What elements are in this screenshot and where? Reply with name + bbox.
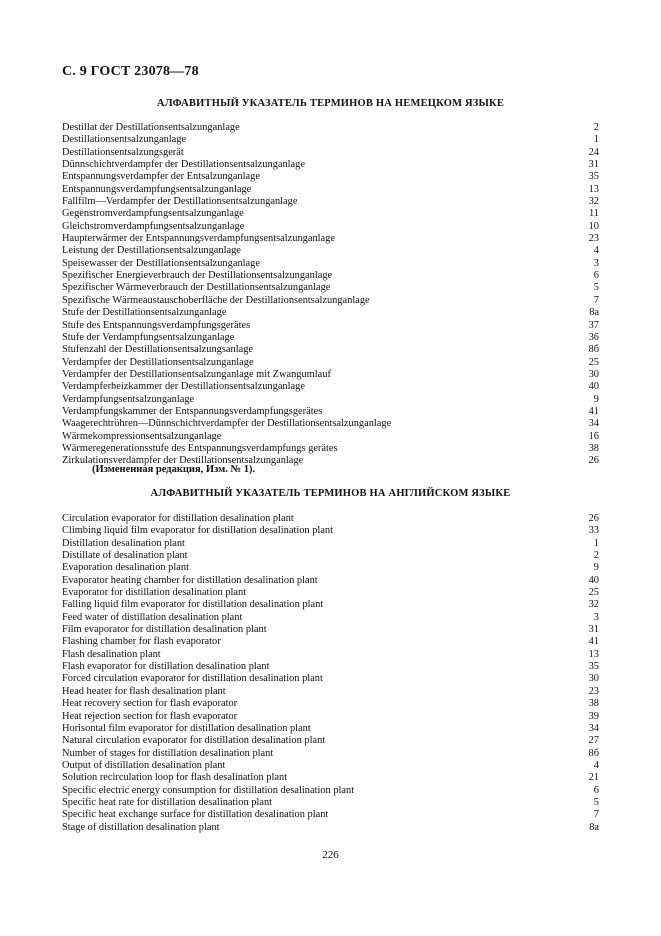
index-term: Specific heat exchange surface for distillation desalination plant bbox=[62, 809, 329, 821]
index-entry bbox=[62, 735, 599, 747]
index-entry bbox=[62, 208, 599, 220]
index-entry bbox=[62, 122, 599, 134]
index-term-number: 23 bbox=[588, 685, 599, 697]
index-term-number: 38 bbox=[588, 698, 599, 710]
index-term-number: 8a bbox=[589, 307, 599, 319]
index-entry bbox=[62, 624, 599, 636]
index-term-number: 16 bbox=[588, 430, 599, 442]
index-entry bbox=[62, 171, 599, 183]
index-entry bbox=[62, 748, 599, 760]
index-entry bbox=[62, 513, 599, 525]
index-term: Solution recirculation loop for flash desalination plant bbox=[62, 772, 288, 784]
index-entry bbox=[62, 320, 599, 332]
index-entry bbox=[62, 184, 599, 196]
index-entry bbox=[62, 809, 599, 821]
index-term: Climbing liquid film evaporator for distillation desalination plant bbox=[62, 525, 333, 537]
index-term: Distillation desalination plant bbox=[62, 537, 185, 549]
index-term-number: 4 bbox=[593, 245, 599, 257]
index-term: Speisewasser der Destillationsentsalzunganlage bbox=[62, 257, 260, 269]
index-term: Head heater for flash desalination plant bbox=[62, 685, 226, 697]
index-term: Wärmeregenerationsstufe des Entspannungsverdampfungs gerätes bbox=[62, 442, 338, 454]
index-entry bbox=[62, 295, 599, 307]
index-term: Entspannungsverdampfungsentsalzunganlage bbox=[62, 183, 252, 195]
index-term-number: 27 bbox=[588, 735, 599, 747]
index-term-number: 35 bbox=[588, 171, 599, 183]
index-term-number: 31 bbox=[588, 159, 599, 171]
index-entry bbox=[62, 760, 599, 772]
index-term: Waagerechtröhren—Dünnschichtverdampfer der Destillationsentsalzunganlage bbox=[62, 418, 392, 430]
index-term-number: 40 bbox=[588, 381, 599, 393]
index-term-number: 33 bbox=[588, 525, 599, 537]
index-term-number: 32 bbox=[588, 599, 599, 611]
index-term: Stufenzahl der Destillationsentsalzungsanlage bbox=[62, 344, 254, 356]
index-entry bbox=[62, 686, 599, 698]
index-term: Haupterwärmer der Entspannungsverdampfungsentsalzunganlage bbox=[62, 233, 335, 245]
index-term: Stufe des Entspannungsverdampfungsgerätes bbox=[62, 319, 251, 331]
index-entry bbox=[62, 134, 599, 146]
page-header: С. 9 ГОСТ 23078—78 bbox=[62, 64, 199, 79]
index-term: Film evaporator for distillation desalination plant bbox=[62, 624, 267, 636]
index-term: Natural circulation evaporator for distillation desalination plant bbox=[62, 735, 326, 747]
index-entry bbox=[62, 418, 599, 430]
index-term-number: 32 bbox=[588, 196, 599, 208]
index-entry bbox=[62, 723, 599, 735]
index-term-number: 8б bbox=[588, 747, 599, 759]
index-term-number: 40 bbox=[588, 574, 599, 586]
index-term: Zirkulationsverdampfer der Destillationsentsalzunganlage bbox=[62, 455, 304, 467]
index-entry bbox=[62, 258, 599, 270]
index-term: Flash desalination plant bbox=[62, 648, 161, 660]
index-entry bbox=[62, 394, 599, 406]
index-term: Verdampfungsentsalzunganlage bbox=[62, 393, 195, 405]
index-term: Forced circulation evaporator for distillation desalination plant bbox=[62, 673, 323, 685]
index-entry bbox=[62, 587, 599, 599]
index-term-number: 11 bbox=[588, 208, 599, 220]
english-index-list bbox=[62, 513, 599, 834]
index-term-number: 30 bbox=[588, 368, 599, 380]
index-term: Gegenstromverdampfungsentsalzunganlage bbox=[62, 208, 244, 220]
index-term: Verdampfer der Destillationsentsalzunganlage bbox=[62, 356, 254, 368]
index-entry bbox=[62, 525, 599, 537]
index-term-number: 39 bbox=[588, 710, 599, 722]
page-number: 226 bbox=[322, 849, 339, 861]
index-term-number: 4 bbox=[593, 759, 599, 771]
index-term: Destillat der Destillationsentsalzunganlage bbox=[62, 122, 240, 133]
index-term-number: 30 bbox=[588, 673, 599, 685]
index-term: Verdampfer der Destillationsentsalzunganlage mit Zwangumlauf bbox=[62, 368, 331, 380]
index-entry bbox=[62, 711, 599, 723]
index-entry bbox=[62, 649, 599, 661]
index-term-number: 10 bbox=[588, 220, 599, 232]
index-term: Specific electric energy consumption for distillation desalination plant bbox=[62, 784, 355, 796]
index-entry bbox=[62, 797, 599, 809]
index-entry bbox=[62, 270, 599, 282]
index-entry bbox=[62, 562, 599, 574]
index-entry bbox=[62, 550, 599, 562]
index-term-number: 1 bbox=[593, 537, 599, 549]
index-entry bbox=[62, 245, 599, 257]
index-term-number: 9 bbox=[593, 562, 599, 574]
index-term-number: 25 bbox=[588, 587, 599, 599]
index-term-number: 8б bbox=[588, 344, 599, 356]
index-term: Evaporation desalination plant bbox=[62, 562, 189, 574]
index-entry bbox=[62, 443, 599, 455]
index-entry bbox=[62, 822, 599, 834]
index-term-number: 3 bbox=[593, 611, 599, 623]
index-term-number: 41 bbox=[588, 405, 599, 417]
index-term: Flash evaporator for distillation desalination plant bbox=[62, 661, 270, 673]
index-term-number: 8a bbox=[589, 821, 599, 833]
index-term: Wärmekompressionsentsalzunganlage bbox=[62, 430, 222, 442]
index-term: Distillate of desalination plant bbox=[62, 550, 188, 562]
index-term-number: 13 bbox=[588, 183, 599, 195]
index-term: Verdampferheizkammer der Destillationsentsalzunganlage bbox=[62, 381, 305, 393]
index-term: Heat recovery section for flash evaporator bbox=[62, 698, 238, 710]
index-term: Evaporator heating chamber for distillation desalination plant bbox=[62, 574, 318, 586]
index-entry bbox=[62, 673, 599, 685]
index-term: Stufe der Verdampfungsentsalzunganlage bbox=[62, 331, 235, 343]
index-term-number: 34 bbox=[588, 722, 599, 734]
index-term: Spezifischer Energieverbrauch der Destillationsentsalzunganlage bbox=[62, 270, 333, 282]
index-entry bbox=[62, 698, 599, 710]
german-index-list bbox=[62, 122, 599, 468]
index-entry bbox=[62, 357, 599, 369]
index-entry bbox=[62, 344, 599, 356]
index-term: Stufe der Destillationsentsalzunganlage bbox=[62, 307, 227, 319]
index-term: Falling liquid film evaporator for distillation desalination plant bbox=[62, 599, 324, 611]
index-term: Gleichstromverdampfungsentsalzunganlage bbox=[62, 220, 245, 232]
index-entry bbox=[62, 612, 599, 624]
index-term-number: 38 bbox=[588, 442, 599, 454]
index-term-number: 1 bbox=[593, 134, 599, 146]
index-term-number: 2 bbox=[593, 550, 599, 562]
index-entry bbox=[62, 196, 599, 208]
index-term-number: 6 bbox=[593, 784, 599, 796]
index-term-number: 2 bbox=[593, 122, 599, 133]
index-term: Destillationsentsalzungsgerät bbox=[62, 146, 184, 158]
index-term-number: 25 bbox=[588, 356, 599, 368]
german-index-title: АЛФАВИТНЫЙ УКАЗАТЕЛЬ ТЕРМИНОВ НА НЕМЕЦКОМ ЯЗЫКЕ bbox=[156, 98, 505, 109]
index-entry bbox=[62, 772, 599, 784]
index-entry bbox=[62, 785, 599, 797]
index-entry bbox=[62, 332, 599, 344]
index-term-number: 34 bbox=[588, 418, 599, 430]
index-term-number: 26 bbox=[588, 513, 599, 524]
index-term-number: 37 bbox=[588, 319, 599, 331]
index-term-number: 31 bbox=[588, 624, 599, 636]
index-term-number: 21 bbox=[588, 772, 599, 784]
index-term-number: 35 bbox=[588, 661, 599, 673]
index-term-number: 13 bbox=[588, 648, 599, 660]
index-term: Specific heat rate for distillation desalination plant bbox=[62, 796, 273, 808]
index-entry bbox=[62, 636, 599, 648]
index-term: Circulation evaporator for distillation desalination plant bbox=[62, 513, 294, 524]
index-term: Fallfilm—Verdampfer der Destillationsentsalzunganlage bbox=[62, 196, 298, 208]
index-term: Dünnschichtverdampfer der Destillationsentsalzunganlage bbox=[62, 159, 305, 171]
index-entry bbox=[62, 431, 599, 443]
index-term: Entspannungsverdampfer der Entsalzunganlage bbox=[62, 171, 260, 183]
index-term-number: 6 bbox=[593, 270, 599, 282]
index-term: Output of distillation desalination plant bbox=[62, 759, 226, 771]
amendment-note: (Измененная редакция, Изм. № 1). bbox=[92, 464, 256, 475]
index-term-number: 5 bbox=[593, 796, 599, 808]
index-entry bbox=[62, 147, 599, 159]
index-entry bbox=[62, 406, 599, 418]
index-term-number: 7 bbox=[593, 294, 599, 306]
index-term: Horisontal film evaporator for distillation desalination plant bbox=[62, 722, 311, 734]
index-term-number: 23 bbox=[588, 233, 599, 245]
index-term-number: 5 bbox=[593, 282, 599, 294]
index-term: Heat rejection section for flash evaporator bbox=[62, 710, 238, 722]
index-entry bbox=[62, 381, 599, 393]
index-entry bbox=[62, 599, 599, 611]
index-entry bbox=[62, 307, 599, 319]
index-term: Number of stages for distillation desalination plant bbox=[62, 747, 274, 759]
index-term: Spezifischer Wärmeverbrauch der Destillationsentsalzunganlage bbox=[62, 282, 331, 294]
index-term: Verdampfungskammer der Entspannungsverdampfungsgerätes bbox=[62, 405, 323, 417]
index-term: Stage of distillation desalination plant bbox=[62, 821, 220, 833]
index-term: Leistung der Destillationsentsalzunganlage bbox=[62, 245, 241, 257]
index-term-number: 7 bbox=[593, 809, 599, 821]
index-term: Evaporator for distillation desalination plant bbox=[62, 587, 247, 599]
index-term-number: 26 bbox=[588, 455, 599, 467]
index-entry bbox=[62, 369, 599, 381]
index-term: Feed water of distillation desalination plant bbox=[62, 611, 243, 623]
index-entry bbox=[62, 661, 599, 673]
index-term: Flashing chamber for flash evaporator bbox=[62, 636, 221, 648]
index-entry bbox=[62, 159, 599, 171]
index-term: Destillationsentsalzunganlage bbox=[62, 134, 187, 146]
index-entry bbox=[62, 282, 599, 294]
index-term: Spezifische Wärmeaustauschoberfläche der Destillationsentsalzunganlage bbox=[62, 294, 370, 306]
index-entry bbox=[62, 575, 599, 587]
index-entry bbox=[62, 221, 599, 233]
index-term-number: 3 bbox=[593, 257, 599, 269]
index-term-number: 24 bbox=[588, 146, 599, 158]
index-entry bbox=[62, 233, 599, 245]
english-index-title: АЛФАВИТНЫЙ УКАЗАТЕЛЬ ТЕРМИНОВ НА АНГЛИЙСКОМ ЯЗЫКЕ bbox=[150, 488, 511, 499]
index-entry bbox=[62, 538, 599, 550]
index-term-number: 9 bbox=[593, 393, 599, 405]
index-term-number: 41 bbox=[588, 636, 599, 648]
index-term-number: 36 bbox=[588, 331, 599, 343]
